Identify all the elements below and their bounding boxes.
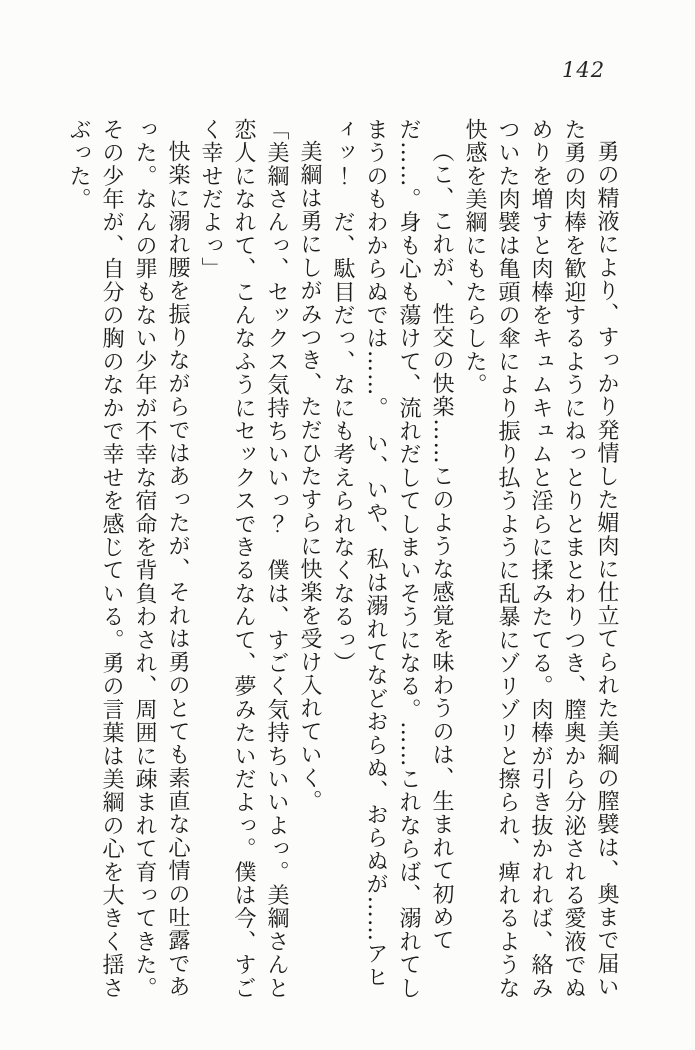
body-text — [57, 118, 623, 1006]
paragraph: （こ、これが、性交の快楽……このような感覚を味わうのは、生まれて初めてだ……。身も心も蕩けて、流れだしてしまいそうになる。……これならば、溺れてしまうのもわからぬでは……。 い、いや、私は溺れてなどおらぬ、おらぬが……アヒィッ！ だ、駄目だっ、なにも考えられなくなるっ） — [330, 118, 454, 1000]
paragraph: 美綱は勇にしがみつき、ただひたすらに快楽を受け入れていく。 — [297, 140, 322, 813]
paragraph: 勇の精液により、すっかり発情した媚肉に仕立てられた美綱の膣襞は、奥まで届いた勇の肉棒を歓迎するようにねっとりとまとわりつき、膣奥から分泌される愛液でぬめりを増すと肉棒をキュムキュムと淫らに揉みたてる。肉棒が引き抜かれれば、絡みついた肉襞は亀頭の傘により振り払うように乱暴にゾリゾリと擦られ、痺れるような快感を美綱にもたらした。 — [462, 118, 619, 1000]
paragraph: 「美綱さんっ、セックス気持ちいいっ？ 僕は、すごく気持ちいいよっ。美綱さんと恋人になれて、こんなふうにセックスできるなんて、夢みたいだよっ。僕は今、すごく幸せだよっ」 — [198, 118, 289, 1000]
paragraph: 快楽に溺れ腰を振りながらではあったが、それは勇のとても素直な心情の吐露であった。なんの罪もない少年が不幸な宿命を背負わされ、周囲に疎まれて育ってきた。その少年が、自分の胸のなかで幸せを感じている。勇の言葉は美綱の心を大きく揺さぶった。 — [66, 118, 190, 1000]
page-number: 142 — [562, 58, 606, 82]
